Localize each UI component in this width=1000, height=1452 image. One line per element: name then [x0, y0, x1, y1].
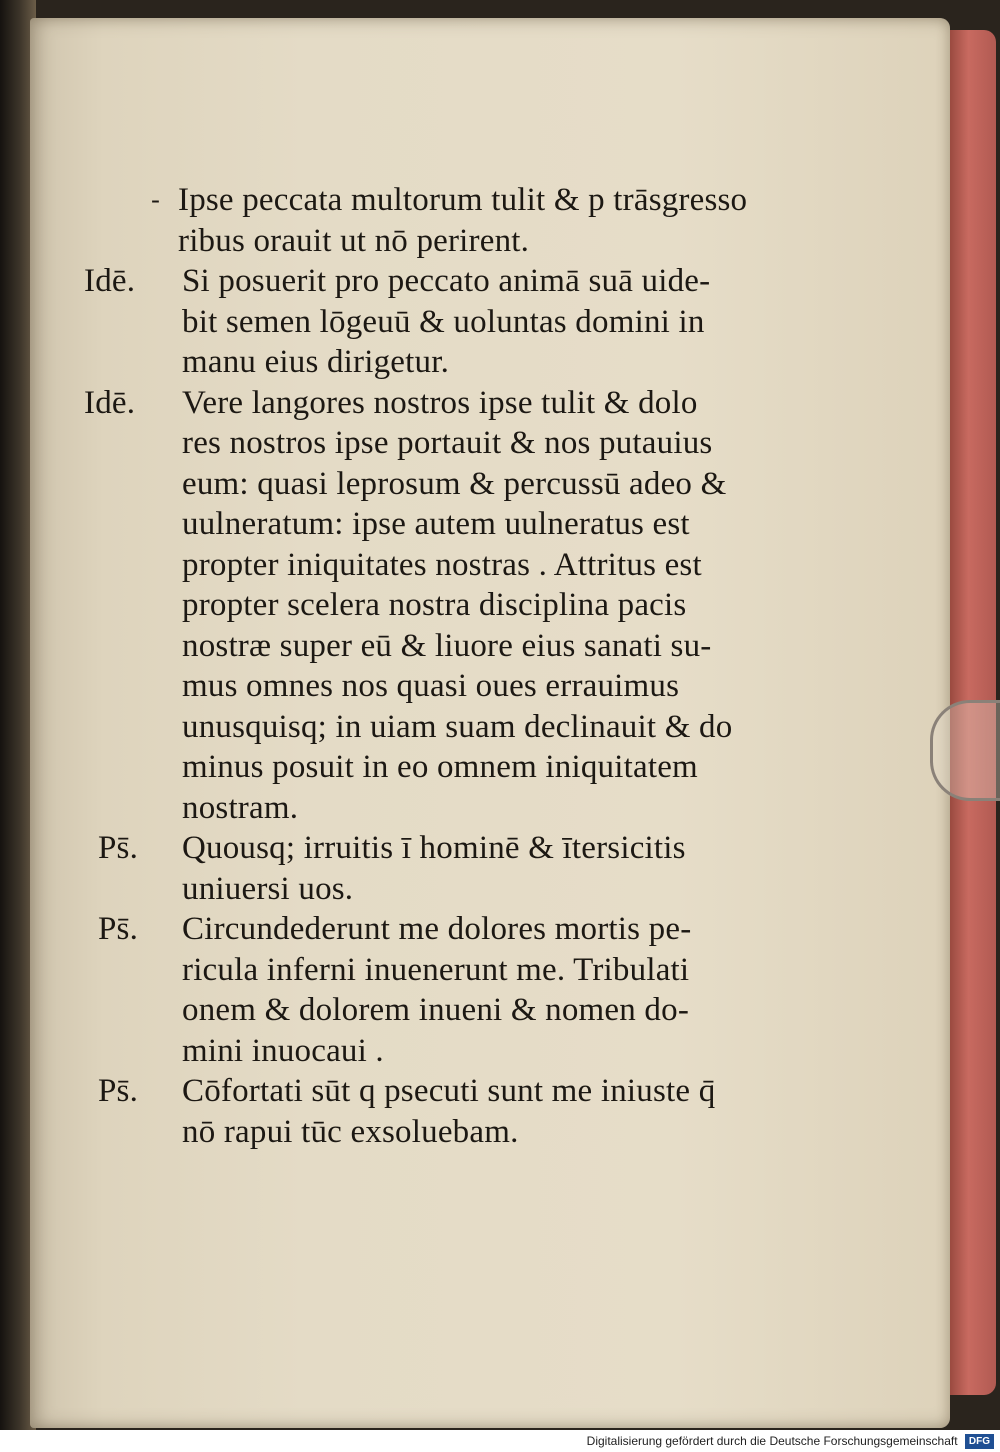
text-entry [80, 828, 740, 909]
text-line: ribus orauit ut nō perirent. [178, 222, 530, 259]
text-line: mus omnes nos quasi oues errauimus [182, 668, 680, 704]
text-line: uulneratum: ipse autem uulneratus est [182, 506, 690, 542]
entry-text [182, 1071, 740, 1152]
entry-text [182, 909, 740, 1071]
latin-text-block [80, 180, 748, 1152]
text-line: propter scelera nostra disciplina pacis [182, 587, 687, 623]
text-entry [80, 909, 740, 1071]
text-entry [80, 180, 748, 261]
margin-label: Ps̄. [98, 1073, 139, 1109]
text-line: minus posuit in eo omnem iniquitatem [182, 749, 698, 785]
text-line: Vere langores nostros ipse tulit & dolo [182, 384, 698, 421]
text-line: nostræ super eū & liuore eius sanati su- [182, 627, 712, 664]
text-entry [80, 261, 740, 383]
text-line: eum: quasi leprosum & percussū adeo & [182, 465, 727, 502]
text-line: mini inuocaui . [182, 1032, 384, 1069]
clasp-icon [930, 700, 1000, 801]
text-line: nō rapui tūc exsoluebam. [182, 1113, 519, 1150]
text-line: res nostros ipse portauit & nos putauius [182, 425, 713, 461]
text-entry [80, 1071, 740, 1152]
text-line: Circundederunt me dolores mortis pe- [182, 911, 692, 947]
text-line: Si posuerit pro peccato animā suā uide- [182, 263, 711, 299]
dfg-logo-icon: DFG [965, 1434, 994, 1449]
text-line: Cōfortati sūt q psecuti sunt me iniuste q̄ [182, 1073, 716, 1109]
text-line: bit semen lōgeuū & uoluntas domini in [182, 303, 705, 340]
margin-label: Ps̄. [98, 830, 139, 866]
digitization-footer [0, 1430, 1000, 1452]
entry-text [182, 261, 740, 383]
text-entry [80, 383, 740, 829]
margin-label: Ps̄. [98, 911, 139, 947]
margin-label: Idē. [84, 263, 136, 299]
entry-text [178, 180, 747, 261]
entry-text [182, 828, 740, 909]
text-line: nostram. [182, 789, 299, 826]
text-line: unusquisq; in uiam suam declinauit & do [182, 708, 733, 745]
margin-label: Idē. [84, 384, 136, 421]
text-line: propter iniquitates nostras . Attritus est [182, 546, 702, 583]
entry-text [182, 383, 740, 829]
text-line: manu eius dirigetur. [182, 344, 450, 380]
text-line: Ipse peccata multorum tulit & p trāsgresso [178, 182, 748, 218]
margin-mark: - [151, 185, 160, 214]
text-line: uniuersi uos. [182, 870, 354, 907]
text-line: onem & dolorem inueni & nomen do- [182, 992, 690, 1028]
footer-credit: Digitalisierung gefördert durch die Deutsche Forschungsgemeinschaft [586, 1434, 958, 1448]
text-line: ricula inferni inuenerunt me. Tribulati [182, 951, 690, 988]
text-line: Quousq; irruitis ī hominē & ītersicitis [182, 830, 686, 866]
